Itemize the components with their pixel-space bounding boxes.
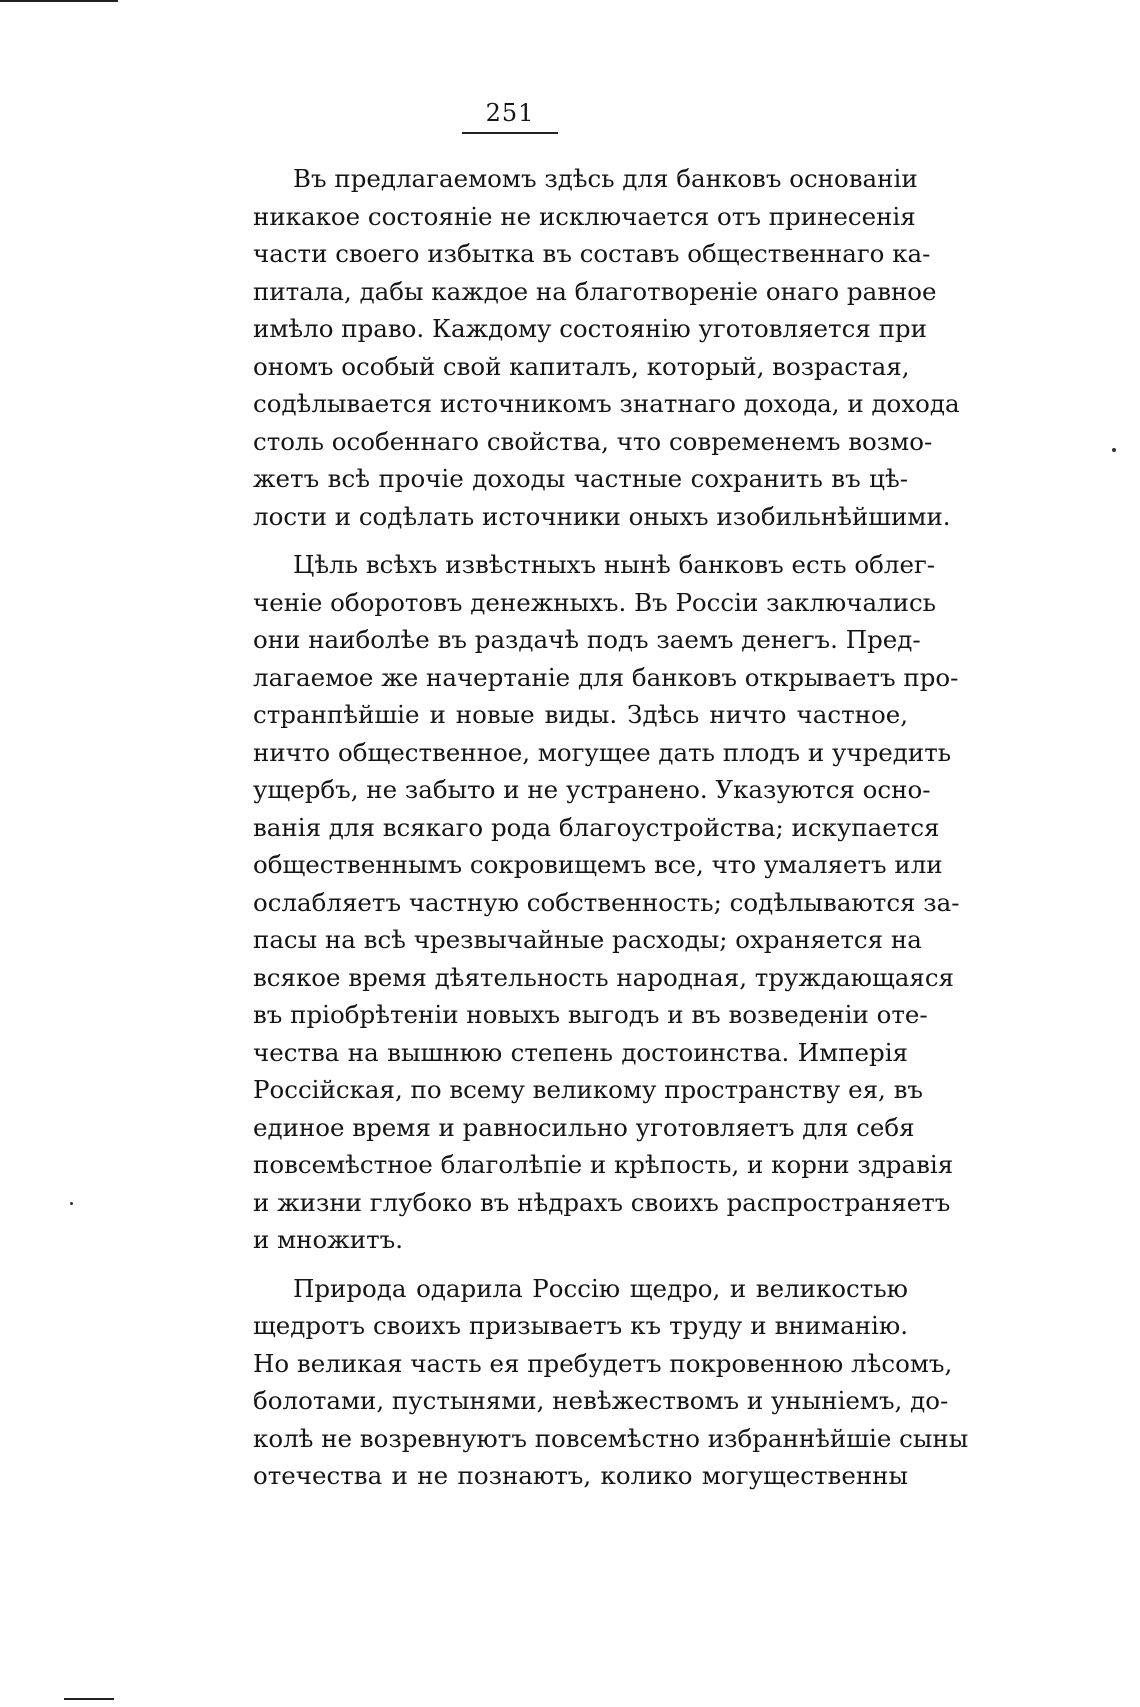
text-line: отечества и не познаютъ, колико могущественны	[253, 1461, 908, 1490]
text-line: ослабляетъ частную собственность; содѣлываются за-	[253, 887, 960, 917]
scan-speck	[70, 1202, 73, 1205]
text-line: лости и содѣлать источники оныхъ изобильнѣйшими.	[253, 501, 951, 531]
text-line: пасы на всѣ чрезвычайные расходы; охраняется на	[253, 925, 922, 954]
text-line: ономъ особый свой капиталъ, который, возрастая,	[253, 351, 910, 381]
text-line: имѣло право. Каждому состоянiю уготовляется при	[253, 314, 927, 343]
text-line: странпѣйшiе и новые виды. Здѣсь ничто частное,	[253, 700, 908, 729]
text-line: Въ предлагаемомъ здѣсь для банковъ основанiи	[293, 164, 918, 193]
text-line: никакое состоянiе не исключается отъ принесенiя	[253, 201, 916, 231]
body-text	[253, 160, 969, 1506]
text-line: повсемѣстное благолѣпiе и крѣпость, и корни здравiя	[253, 1150, 954, 1179]
text-line: питала, дабы каждое на благотворенiе онаго равное	[253, 276, 937, 306]
text-line: ущербъ, не забыто и не устранено. Указуются осно-	[253, 775, 931, 804]
scan-speck	[1112, 448, 1116, 452]
text-line: и множитъ.	[253, 1225, 404, 1254]
text-line: столь особеннаго свойства, что современемъ возмо-	[253, 426, 933, 456]
text-line: чества на вышнюю степень достоинства. Имперiя	[253, 1037, 908, 1067]
text-line: Природа одарила Россiю щедро, и великостью	[293, 1273, 908, 1303]
text-line: Но великая часть ея пребудетъ покровенною лѣсомъ,	[253, 1348, 953, 1378]
paragraph-3	[253, 1270, 969, 1495]
paragraph-2	[253, 546, 960, 1259]
text-line: щедротъ своихъ призываетъ къ труду и вниманiю.	[253, 1311, 908, 1340]
text-line: колѣ не возревнуютъ повсемѣстно избраннѣйшiе сыны	[253, 1423, 969, 1453]
text-line: лагаемое же начертанiе для банковъ открываетъ про-	[253, 662, 959, 692]
text-line: ченiе оборотовъ денежныхъ. Въ Россiи заключались	[253, 587, 937, 617]
text-line: всякое время дѣятельность народная, труждающаяся	[253, 962, 955, 992]
text-line: Цѣль всѣхъ извѣстныхъ нынѣ банковъ есть облег-	[293, 550, 936, 579]
page-number-rule	[462, 132, 558, 134]
text-line: они наиболѣе въ раздачѣ подъ заемъ денегъ. Пред-	[253, 625, 921, 654]
text-line: единое время и равносильно уготовляетъ для себя	[253, 1112, 915, 1142]
text-line: части своего избытка въ составъ общественнаго ка-	[253, 239, 931, 268]
scan-edge-mark-top	[0, 0, 118, 2]
text-line: ванiя для всякаго рода благоустройства; искупается	[253, 812, 940, 842]
text-line: общественнымъ сокровищемъ все, что умаляетъ или	[253, 850, 943, 879]
text-line: ничто общественное, могущее дать плодъ и учредить	[253, 737, 952, 767]
text-line: жетъ всѣ прочiе доходы частные сохранить въ цѣ-	[253, 464, 908, 493]
page-header	[460, 98, 560, 134]
page-number: 251	[485, 99, 535, 127]
text-line: болотами, пустынями, невѣжествомъ и унынiемъ, до-	[253, 1386, 949, 1415]
scan-edge-mark-bottom	[64, 1698, 114, 1700]
text-line: и жизни глубоко въ нѣдрахъ своихъ распространяетъ	[253, 1187, 951, 1217]
text-line: въ прiобрѣтенiи новыхъ выгодъ и въ возведенiи оте-	[253, 1000, 928, 1029]
text-line: содѣлывается источникомъ знатнаго дохода, и дохода	[253, 389, 960, 418]
paragraph-1	[253, 160, 960, 535]
text-line: Россiйская, по всему великому пространству ея, въ	[253, 1075, 924, 1104]
